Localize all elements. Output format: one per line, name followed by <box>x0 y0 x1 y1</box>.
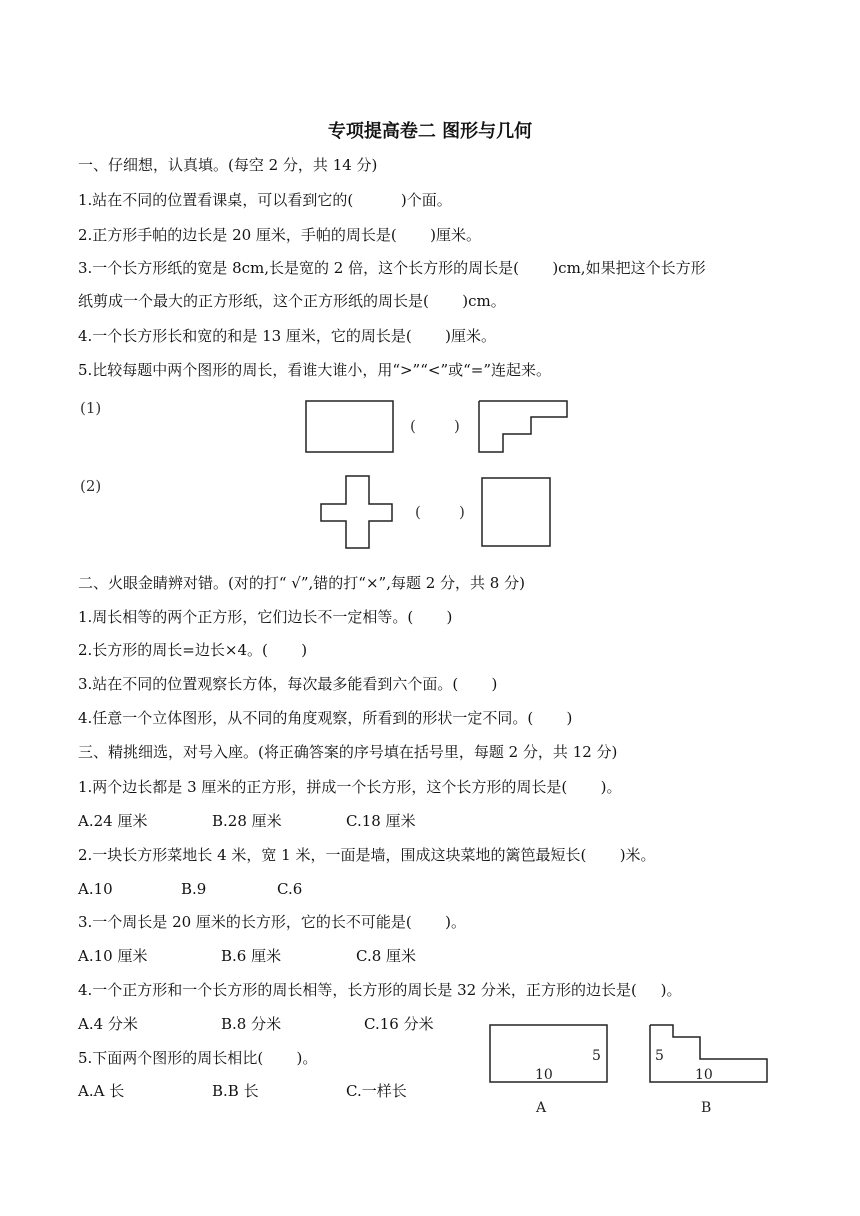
figure-b-label: B <box>701 1100 712 1116</box>
section-2-heading: 二、火眼金睛辨对错。(对的打“ √”,错的打“×”,每题 2 分，共 8 分) <box>78 574 525 592</box>
sec3-question-1: 1.两个边长都是 3 厘米的正方形，拼成一个长方形，这个长方形的周长是( )。 <box>78 778 622 796</box>
cross-shape <box>321 476 392 548</box>
sec1-question-3-line-2: 纸剪成一个最大的正方形纸，这个正方形纸的周长是( )cm。 <box>78 292 506 310</box>
sec2-question-4: 4.任意一个立体图形，从不同的角度观察，所看到的形状一定不同。( ) <box>78 709 573 727</box>
rectangle-shape <box>306 401 393 452</box>
sec3-q4-option-a: A.4 分米 <box>78 1015 138 1033</box>
sec2-question-2: 2.长方形的周长=边长×4。( ) <box>78 641 308 659</box>
figure-1-label: (1) <box>80 399 102 417</box>
section-3-heading: 三、精挑细选，对号入座。(将正确答案的序号填在括号里，每题 2 分，共 12 分) <box>78 743 618 761</box>
sec1-question-4: 4.一个长方形长和宽的和是 13 厘米，它的周长是( )厘米。 <box>78 327 497 345</box>
sec3-q3-option-c: C.8 厘米 <box>356 947 417 965</box>
sec3-q1-option-b: B.28 厘米 <box>212 812 282 830</box>
sec1-question-3-line-1: 3.一个长方形纸的宽是 8cm,长是宽的 2 倍，这个长方形的周长是( )cm,如果把这个长方形 <box>78 259 706 277</box>
sec3-q5-option-b: B.B 长 <box>212 1082 259 1100</box>
sec3-q4-option-c: C.16 分米 <box>364 1015 434 1033</box>
sec2-question-1: 1.周长相等的两个正方形，它们边长不一定相等。( ) <box>78 608 453 626</box>
sec3-q2-option-a: A.10 <box>78 880 113 898</box>
sec3-q1-option-c: C.18 厘米 <box>346 812 416 830</box>
sec1-question-5: 5.比较每题中两个图形的周长，看谁大谁小，用“>”“<”或“=”连起来。 <box>78 361 552 379</box>
step-shape <box>479 401 567 452</box>
figure-2-label: (2) <box>80 477 102 495</box>
sec3-question-4: 4.一个正方形和一个长方形的周长相等，长方形的周长是 32 分米，正方形的边长是( )。 <box>78 981 682 999</box>
figure-a-label: A <box>536 1100 547 1116</box>
sec3-q1-option-a: A.24 厘米 <box>78 812 148 830</box>
comparison-figures <box>0 390 860 550</box>
square-shape <box>482 478 550 546</box>
sec3-question-3: 3.一个周长是 20 厘米的长方形，它的长不可能是( )。 <box>78 913 467 931</box>
sec3-q5-option-a: A.A 长 <box>78 1082 125 1100</box>
sec3-q2-option-c: C.6 <box>277 880 303 898</box>
page-title: 专项提高卷二 图形与几何 <box>327 121 533 142</box>
figures-a-b <box>0 1015 860 1125</box>
sec3-question-5: 5.下面两个图形的周长相比( )。 <box>78 1049 318 1067</box>
sec1-question-1: 1.站在不同的位置看课桌，可以看到它的( )个面。 <box>78 191 452 209</box>
figure-b-width: 10 <box>695 1067 713 1083</box>
sec3-q4-option-b: B.8 分米 <box>221 1015 282 1033</box>
sec3-q3-option-a: A.10 厘米 <box>78 947 148 965</box>
figure-b-height: 5 <box>655 1048 664 1064</box>
compare-paren-1: ( ) <box>410 417 460 435</box>
compare-paren-2: ( ) <box>415 503 465 521</box>
sec3-q2-option-b: B.9 <box>181 880 207 898</box>
sec3-q3-option-b: B.6 厘米 <box>221 947 282 965</box>
sec1-question-2: 2.正方形手帕的边长是 20 厘米，手帕的周长是( )厘米。 <box>78 226 482 244</box>
sec3-question-2: 2.一块长方形菜地长 4 米，宽 1 米，一面是墙，围成这块菜地的篱笆最短长( )米。 <box>78 846 656 864</box>
section-1-heading: 一、仔细想，认真填。(每空 2 分，共 14 分) <box>78 156 378 174</box>
sec2-question-3: 3.站在不同的位置观察长方体，每次最多能看到六个面。( ) <box>78 675 498 693</box>
figure-a-width: 10 <box>535 1067 553 1083</box>
figure-a-height: 5 <box>592 1048 601 1064</box>
sec3-q5-option-c: C.一样长 <box>346 1082 407 1100</box>
